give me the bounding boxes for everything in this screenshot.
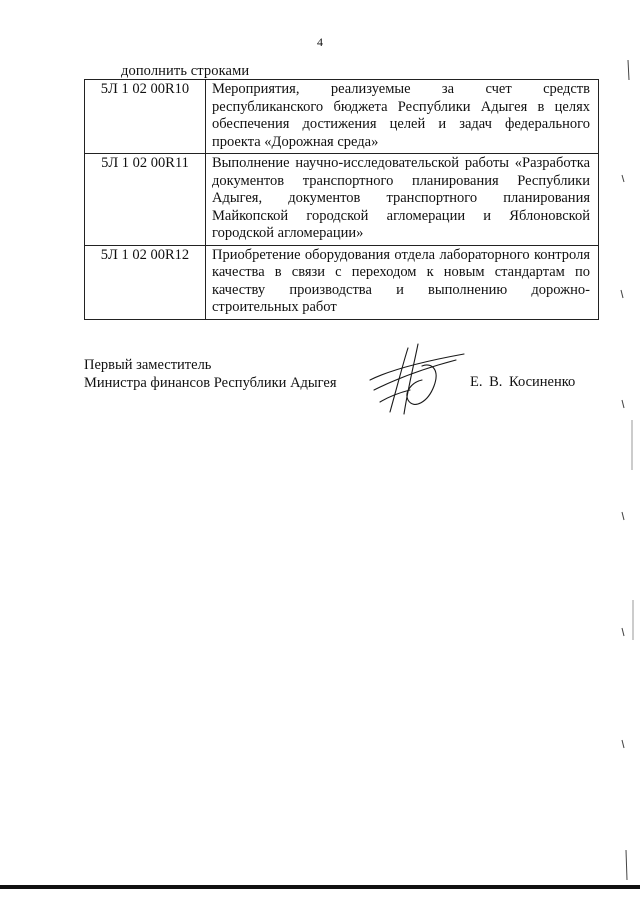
budget-codes-table: [84, 79, 599, 320]
signatory-title-line2: Министра финансов Республики Адыгея: [84, 375, 337, 391]
table-row: [85, 80, 599, 154]
handwritten-signature: [360, 340, 480, 420]
description-cell: Приобретение оборудования отдела лабораторного контроля качества в связи с переходом к новым стандартам по качеству производства и выполнению дорожно-строительных работ: [206, 245, 599, 319]
description-cell: Выполнение научно-исследовательской работы «Разработка документов транспортного планирования Республики Адыгея, документов транспортного планирования Майкопской городской агломерации и Яблоновской городской агломерации»: [206, 154, 599, 246]
table-row: [85, 245, 599, 319]
intro-text: дополнить строками: [121, 63, 250, 79]
page-number: 4: [317, 35, 323, 49]
code-cell: 5Л 1 02 00R10: [85, 80, 206, 154]
description-cell: Мероприятия, реализуемые за счет средств республиканского бюджета Республики Адыгея в целях обеспечения достижения целей и задач федерального проекта «Дорожная среда»: [206, 80, 599, 154]
signatory-title: [84, 356, 337, 392]
code-cell: 5Л 1 02 00R12: [85, 245, 206, 319]
signatory-name: Е. В. Косиненко: [470, 374, 576, 390]
table-row: [85, 154, 599, 246]
code-cell: 5Л 1 02 00R11: [85, 154, 206, 246]
signatory-title-line1: Первый заместитель: [84, 357, 212, 373]
scan-bottom-edge: [0, 885, 640, 889]
